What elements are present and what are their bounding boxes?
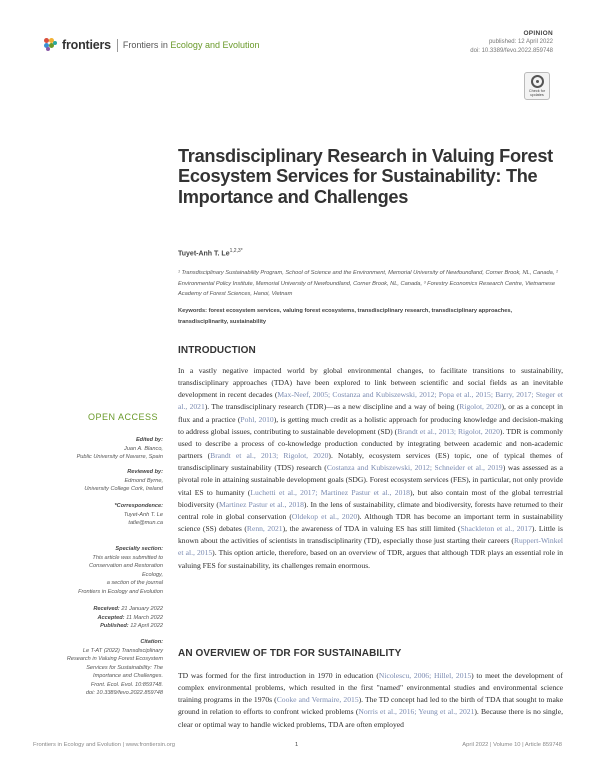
sidebar-edited-by: [28, 436, 163, 462]
citation-line: Importance and Challenges.: [93, 673, 163, 679]
citation-line: Le T-AT (2022) Transdisciplinary: [82, 647, 163, 654]
received-label: Received:: [93, 606, 120, 612]
reviewer-name[interactable]: Edmond Byrne,: [124, 477, 163, 484]
citation-label: Citation:: [140, 639, 163, 645]
article-title: Transdisciplinary Research in Valuing Forest Ecosystem Services for Sustainability: The Importance and Challenges: [178, 146, 553, 207]
sidebar-dates: [28, 605, 163, 631]
keywords: Keywords: forest ecosystem services, valuing forest ecosystems, transdisciplinary research, transdisciplinary approaches, transdisciplinarity, sustainability: [178, 308, 513, 325]
section-heading-introduction: INTRODUCTION: [178, 345, 256, 356]
citation-doi[interactable]: doi: 10.3389/fevo.2022.859748: [85, 690, 163, 696]
citation-line: Services for Sustainability: The: [86, 664, 163, 671]
published-label: Published:: [100, 623, 129, 629]
article-meta: [470, 30, 553, 55]
specialty-label: Specialty section:: [115, 546, 163, 552]
edited-by-label: Edited by:: [135, 437, 163, 443]
author-affil-markers: 1,2,3*: [229, 248, 243, 254]
check-updates-icon: [531, 75, 544, 88]
affiliations: ¹ Transdisciplinary Sustainability Program, School of Science and the Environment, Memorial University of Newfoundland, Corner Brook, NL, Canada, ² Environmental Policy Institute, Memorial University of Newfoundland, Corner Brook, NL, Canada, ³ Forestry Economics Research Centre, Vietnamese Academy of Forest Sciences, Hanoi, Vietnam: [178, 270, 558, 298]
section-heading-overview: AN OVERVIEW OF TDR FOR SUSTAINABILITY: [178, 648, 402, 659]
reviewed-by-label: Reviewed by:: [127, 469, 163, 475]
published-line: [28, 622, 163, 631]
specialty-line: a section of the journal: [106, 580, 163, 586]
citation-line: Front. Ecol. Evol. 10:859748.: [90, 681, 163, 688]
specialty-line: Conservation and Restoration: [88, 563, 163, 569]
accepted-date: 11 March 2022: [126, 614, 163, 621]
editor-name[interactable]: Juan A. Blanco,: [124, 445, 163, 452]
frontiers-logo-icon: [44, 38, 58, 52]
publisher-name: frontiers: [62, 38, 111, 52]
sidebar-correspondence: [28, 502, 163, 528]
author-name: Tuyet-Anh T. Le: [178, 250, 230, 258]
correspondence-name: Tuyet-Anh T. Le: [123, 511, 163, 518]
sidebar-reviewed-by: [28, 468, 163, 494]
published-date: published: 12 April 2022: [488, 39, 553, 46]
open-access-label: OPEN ACCESS: [88, 412, 159, 422]
specialty-line: This article was submitted to: [92, 554, 163, 561]
accepted-line: [28, 614, 163, 623]
footer-journal[interactable]: Frontiers in Ecology and Evolution | www.frontiersin.org: [33, 742, 175, 748]
correspondence-email[interactable]: tatle@mun.ca: [128, 520, 163, 526]
logo-divider: [117, 39, 118, 52]
article-doi[interactable]: doi: 10.3389/fevo.2022.859748: [470, 47, 553, 54]
reviewer-affiliation: University College Cork, Ireland: [84, 486, 163, 492]
sidebar-citation: [28, 638, 163, 698]
check-for-updates-badge[interactable]: [524, 72, 550, 100]
publisher-logo[interactable]: [44, 36, 259, 54]
article-type: OPINION: [523, 30, 553, 37]
received-line: [28, 605, 163, 614]
footer-page-number: 1: [295, 742, 299, 748]
received-date: 21 January 2022: [121, 606, 163, 612]
author-line[interactable]: [178, 248, 243, 257]
accepted-label: Accepted:: [97, 614, 125, 621]
correspondence-label: *Correspondence:: [114, 503, 163, 509]
sidebar-specialty: [28, 545, 163, 596]
journal-name: [123, 40, 260, 50]
badge-label: Check for updates: [528, 89, 546, 98]
specialty-line: Ecology,: [141, 571, 163, 578]
footer-volume: April 2022 | Volume 10 | Article 859748: [462, 742, 562, 748]
journal-name-prefix: Frontiers in: [122, 40, 171, 50]
specialty-line: Frontiers in Ecology and Evolution: [78, 588, 163, 595]
editor-affiliation: Public University of Navarre, Spain: [76, 454, 163, 460]
overview-paragraph: TD was formed for the first introduction in 1970 in education (Nicolescu, 2006; Hillel, 2015) to meet the development of complex environmental problems, which resulted in the first "named" environmental studies and environmental science training programs in the 1970s (Cooke and Vermaire, 2015). The TD concept had led to the birth of TDA that sought to make ground in relation to efforts to confront wicked problems (Norris et al., 2016; Yeung et al., 2021). Because there is no single, clear or optimal way to handle wicked problems, TDA are often employed: [178, 671, 564, 729]
introduction-paragraph: In a vastly negative impacted world by global environmental changes, to facilitate transitions to sustainability, transdisciplinary approaches (TDA) have been explored to link between scientific and social fields as an inevitable development in recent decades (Max-Neef, 2005; Costanza and Kubiszewski, 2012; Popa et al., 2015; Barry, 2017; Steger et al., 2021). The transdisciplinary research (TDR)—as a new discipline and a way of being (Rigolot, 2020), or as a concept in flux and a practice (Pohl, 2010), is getting much credit as a holistic approach for producing knowledge and decision-making to address global issues, contributing to sustainable development (SD) (Brandt et al., 2013; Rigolot, 2020). TDR is commonly used to describe a process of co-knowledge production conducted by integrating between academic and non-academic partners (Brandt et al., 2013; Rigolot, 2020). Notably, ecosystem services (ES) topic, one of typical themes of transdisciplinary sustainability (TDS) research (Costanza and Kubiszewski, 2012; Schneider et al., 2019) was assessed as a pivotal role in attaining sustainable development goals (SDG). Forest ecosystem services (FES), in particular, not only provide vital ES to humanity (Luchetti et al., 2017; Martinez Pastur et al., 2018), but also contain most of the global terrestrial biodiversity (Martinez Pastur et al., 2018). In the lens of sustainability, climate and biodiversity, forests have returned to their central role in global conservation (Oldekop et al., 2020). Although TDR has become an important term in sustainability science (SS) debates (Renn, 2021), the awareness of TDA in valuing ES has still limited (Shackleton et al., 2017). Little is known about the activities of scientists in transdisciplinarity (TD), especially those just starting their careers (Ruppert-Winkel et al., 2015). This option article, therefore, based on an overview of TDR, argues that although TDR plays an essential role in valuing FES for sustainability, its challenges remain enormous.: [178, 366, 564, 570]
journal-name-accent: Ecology and Evolution: [170, 40, 260, 50]
published-date-sidebar: 12 April 2022: [130, 623, 163, 629]
citation-line: Research in Valuing Forest Ecosystem: [66, 656, 163, 662]
